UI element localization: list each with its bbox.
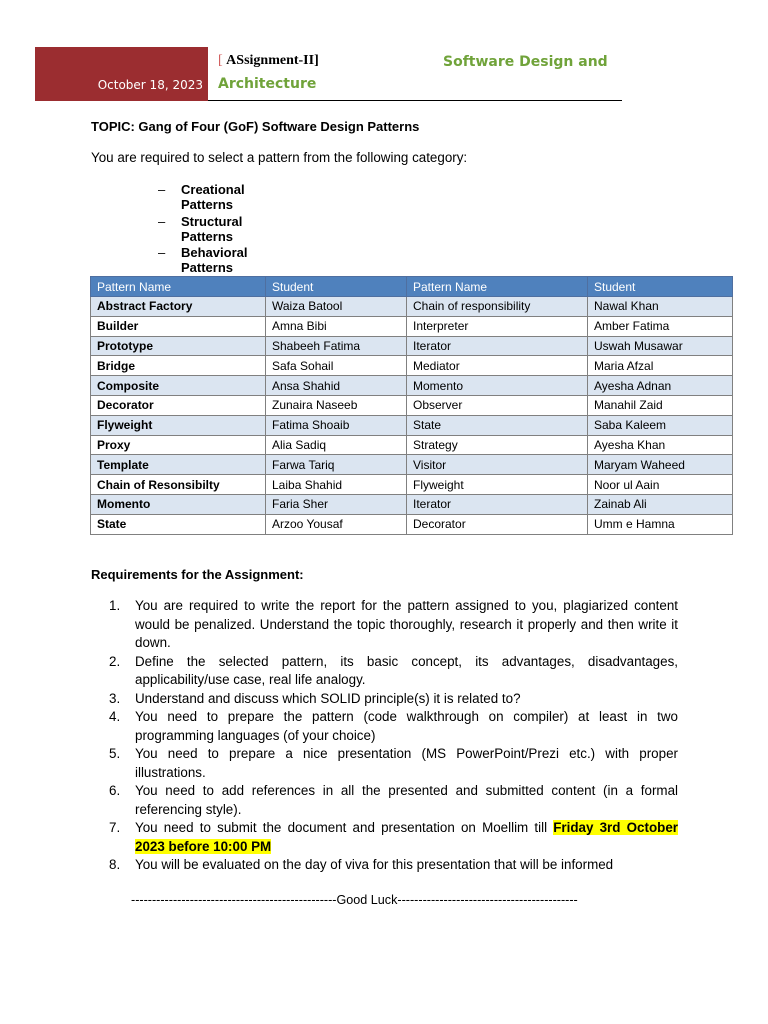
pattern-name-cell: State xyxy=(91,514,266,534)
pattern-name-cell: Iterator xyxy=(407,494,588,514)
student-cell: Waiza Batool xyxy=(266,297,407,317)
assignment-label: ASsignment-II xyxy=(226,53,315,68)
table-row xyxy=(91,514,733,534)
student-cell: Maria Afzal xyxy=(588,356,733,376)
pattern-name-cell: Chain of Resonsibilty xyxy=(91,475,266,495)
table-row xyxy=(91,316,733,336)
pattern-name-cell: Decorator xyxy=(91,395,266,415)
bracket-open: [ xyxy=(218,53,227,68)
subject-title-line2: Architecture xyxy=(218,76,317,92)
student-cell: Laiba Shahid xyxy=(266,475,407,495)
student-cell: Ayesha Adnan xyxy=(588,376,733,396)
bracket-close: ] xyxy=(314,53,319,68)
pattern-name-cell: Builder xyxy=(91,316,266,336)
student-cell: Maryam Waheed xyxy=(588,455,733,475)
requirement-text: You are required to write the report for the pattern assigned to you, plagiarized content would be penalized. Understand the topic thoroughly, research it properly and then write it down. xyxy=(135,598,678,650)
requirement-number: 8. xyxy=(109,857,121,872)
table-row xyxy=(91,395,733,415)
requirements-list xyxy=(109,597,678,875)
category-label: Behavioral Patterns xyxy=(181,245,248,275)
category-label: Creational Patterns xyxy=(181,182,245,212)
requirement-item xyxy=(109,856,678,875)
pattern-assignment-table xyxy=(90,276,733,535)
topic-heading: TOPIC: Gang of Four (GoF) Software Design Patterns xyxy=(91,119,420,134)
dash-bullet: – xyxy=(158,245,166,260)
pattern-name-cell: Mediator xyxy=(407,356,588,376)
header-divider xyxy=(208,100,622,101)
student-cell: Noor ul Aain xyxy=(588,475,733,495)
student-cell: Shabeeh Fatima xyxy=(266,336,407,356)
student-cell: Zainab Ali xyxy=(588,494,733,514)
category-label: Structural Patterns xyxy=(181,213,243,244)
requirement-item xyxy=(109,690,678,709)
table-row xyxy=(91,356,733,376)
student-cell: Amber Fatima xyxy=(588,316,733,336)
requirement-item xyxy=(109,708,678,745)
column-header: Student xyxy=(266,277,407,297)
student-cell: Nawal Khan xyxy=(588,297,733,317)
requirement-number: 4. xyxy=(109,709,121,724)
requirement-item xyxy=(109,597,678,653)
table-row xyxy=(91,336,733,356)
subject-title-line1: Software Design and xyxy=(443,54,608,70)
requirement-number: 3. xyxy=(109,690,121,706)
pattern-name-cell: Flyweight xyxy=(407,475,588,495)
column-header: Student xyxy=(588,277,733,297)
student-cell: Faria Sher xyxy=(266,494,407,514)
table-row xyxy=(91,455,733,475)
student-cell: Uswah Musawar xyxy=(588,336,733,356)
requirement-number: 1. xyxy=(109,598,121,613)
header-date: October 18, 2023 xyxy=(97,78,203,92)
table-row xyxy=(91,475,733,495)
student-cell: Safa Sohail xyxy=(266,356,407,376)
student-cell: Amna Bibi xyxy=(266,316,407,336)
requirement-number: 2. xyxy=(109,653,121,669)
student-cell: Fatima Shoaib xyxy=(266,415,407,435)
intro-text: You are required to select a pattern from the following category: xyxy=(91,150,468,165)
table-row xyxy=(91,376,733,396)
table-row xyxy=(91,415,733,435)
student-cell: Alia Sadiq xyxy=(266,435,407,455)
requirement-text: You will be evaluated on the day of viva for this presentation that will be informed xyxy=(135,857,614,872)
requirements-heading: Requirements for the Assignment: xyxy=(91,567,304,582)
requirement-text: Define the selected pattern, its basic concept, its advantages, disadvantages, applicability/use case, real life analogy. xyxy=(135,653,678,687)
student-cell: Zunaira Naseeb xyxy=(266,395,407,415)
requirement-number: 5. xyxy=(109,746,121,761)
pattern-name-cell: Strategy xyxy=(407,435,588,455)
dash-bullet: – xyxy=(158,182,166,197)
requirement-text: Understand and discuss which SOLID principle(s) it is related to? xyxy=(135,690,521,706)
pattern-name-cell: Iterator xyxy=(407,336,588,356)
column-header: Pattern Name xyxy=(91,277,266,297)
pattern-name-cell: Observer xyxy=(407,395,588,415)
assignment-title xyxy=(218,53,319,69)
requirement-number: 6. xyxy=(109,783,121,798)
table-row xyxy=(91,435,733,455)
pattern-name-cell: State xyxy=(407,415,588,435)
requirement-text: You need to add references in all the presented and submitted content (in a formal referencing style). xyxy=(135,783,678,817)
pattern-name-cell: Chain of responsibility xyxy=(407,297,588,317)
student-cell: Farwa Tariq xyxy=(266,455,407,475)
header-color-block xyxy=(35,47,208,101)
student-cell: Manahil Zaid xyxy=(588,395,733,415)
requirement-item xyxy=(109,653,678,690)
pattern-name-cell: Composite xyxy=(91,376,266,396)
student-cell: Ayesha Khan xyxy=(588,435,733,455)
student-cell: Saba Kaleem xyxy=(588,415,733,435)
pattern-name-cell: Interpreter xyxy=(407,316,588,336)
pattern-name-cell: Proxy xyxy=(91,435,266,455)
column-header: Pattern Name xyxy=(407,277,588,297)
good-luck-footer: -------------------------------------------------Good Luck------------------------------------------- xyxy=(131,893,578,907)
student-cell: Umm e Hamna xyxy=(588,514,733,534)
pattern-name-cell: Abstract Factory xyxy=(91,297,266,317)
requirement-item xyxy=(109,819,678,856)
pattern-name-cell: Prototype xyxy=(91,336,266,356)
student-cell: Arzoo Yousaf xyxy=(266,514,407,534)
table-body xyxy=(91,297,733,535)
pattern-name-cell: Visitor xyxy=(407,455,588,475)
pattern-name-cell: Momento xyxy=(407,376,588,396)
pattern-name-cell: Momento xyxy=(91,494,266,514)
table-row xyxy=(91,297,733,317)
requirement-text: You need to prepare a nice presentation (MS PowerPoint/Prezi etc.) with proper illustrations. xyxy=(135,746,678,780)
requirement-item xyxy=(109,782,678,819)
dash-bullet: – xyxy=(158,213,166,229)
student-cell: Ansa Shahid xyxy=(266,376,407,396)
deadline-highlight: Friday 3rd October 2023 before 10:00 PM xyxy=(135,820,678,854)
table-header-row xyxy=(91,277,733,297)
pattern-name-cell: Decorator xyxy=(407,514,588,534)
requirement-item xyxy=(109,745,678,782)
requirement-number: 7. xyxy=(109,820,121,835)
pattern-name-cell: Bridge xyxy=(91,356,266,376)
table-row xyxy=(91,494,733,514)
requirement-text: You need to submit the document and presentation on Moellim till xyxy=(135,820,554,835)
pattern-name-cell: Flyweight xyxy=(91,415,266,435)
requirement-text: You need to prepare the pattern (code walkthrough on compiler) at least in two programming languages (of your choice) xyxy=(135,709,678,743)
pattern-name-cell: Template xyxy=(91,455,266,475)
